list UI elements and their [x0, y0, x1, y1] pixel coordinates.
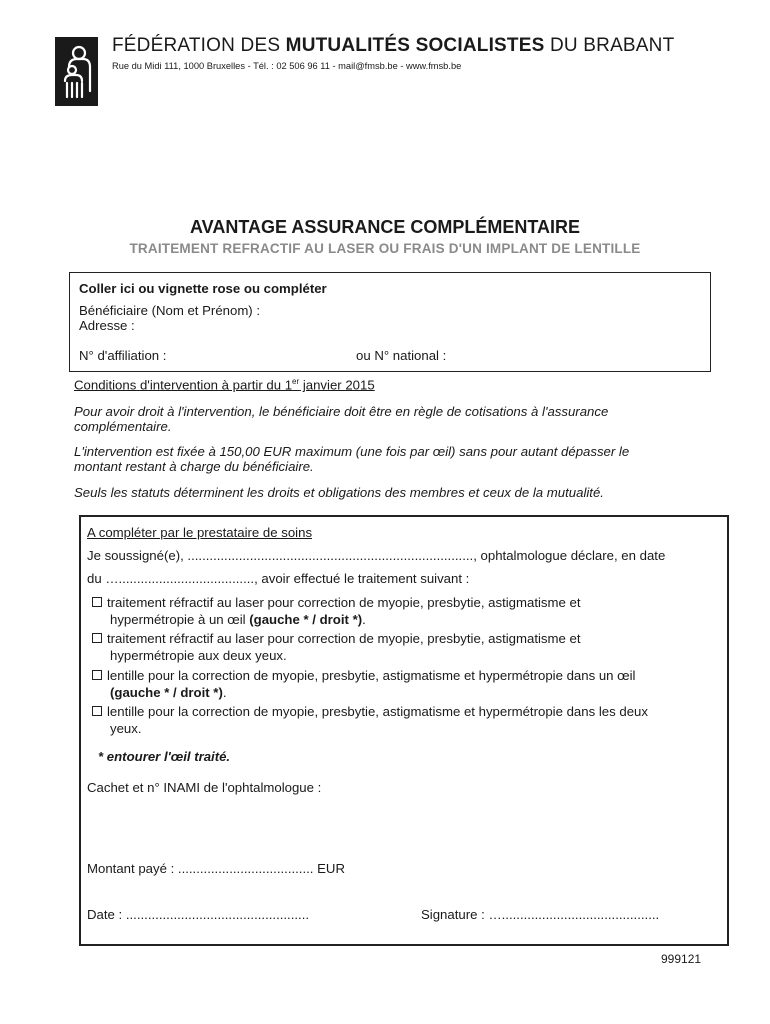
option-lens-both-eyes-line-2: yeux. — [110, 721, 142, 736]
option-laser-one-eye-end: . — [362, 612, 366, 627]
condition-paragraph-3: Seuls les statuts déterminent les droits et obligations des membres et ceux de la mutualité. — [74, 485, 604, 500]
conditions-heading-suffix: janvier 2015 — [299, 377, 375, 393]
declaration-line-2: du …....................................., avoir effectué le traitement suivant : — [87, 571, 470, 586]
checkbox-lens-both-eyes[interactable] — [92, 706, 102, 716]
org-name-suffix: DU BRABANT — [544, 35, 675, 56]
eye-note: * entourer l'œil traité. — [98, 749, 231, 764]
signature-field[interactable]: Signature : …........................................... — [421, 907, 660, 922]
affiliation-label: N° d'affiliation : — [79, 348, 167, 363]
form-code: 999121 — [661, 952, 702, 966]
option-laser-one-eye-line-1: traitement réfractif au laser pour correction de myopie, presbytie, astigmatisme et — [107, 595, 581, 610]
option-lens-one-eye[interactable] — [92, 667, 702, 701]
organization-address: Rue du Midi 111, 1000 Bruxelles - Tél. : 02 506 96 11 - mail@fmsb.be - www.fmsb.be — [112, 61, 462, 71]
option-laser-both-eyes-line-2: hypermétropie aux deux yeux. — [110, 648, 287, 663]
option-laser-one-eye-eye-choice: (gauche * / droit *) — [249, 612, 363, 627]
organization-name — [112, 35, 674, 57]
conditions-heading-prefix: Conditions d'intervention à partir du 1 — [74, 377, 293, 393]
option-laser-one-eye[interactable] — [92, 594, 702, 628]
amount-paid-field[interactable]: Montant payé : ..................................... EUR — [87, 861, 345, 876]
option-laser-both-eyes-line-1: traitement réfractif au laser pour correction de myopie, presbytie, astigmatisme et — [107, 631, 581, 646]
beneficiary-label: Bénéficiaire (Nom et Prénom) : — [79, 303, 261, 318]
federation-logo — [55, 37, 98, 106]
condition-paragraph-2-line-2: montant restant à charge du bénéficiaire. — [74, 459, 314, 474]
option-lens-both-eyes[interactable] — [92, 703, 702, 737]
family-icon — [55, 37, 98, 106]
identity-box-heading: Coller ici ou vignette rose ou compléter — [79, 281, 327, 296]
option-lens-both-eyes-line-1: lentille pour la correction de myopie, presbytie, astigmatisme et hypermétropie dans les deux — [107, 704, 648, 719]
checkbox-laser-one-eye[interactable] — [92, 597, 102, 607]
conditions-heading-sup: er — [292, 377, 300, 386]
org-name-prefix: FÉDÉRATION DES — [112, 35, 286, 56]
declaration-line-1: Je soussigné(e), .............................................................................., ophtalmologue déclare, en date — [87, 548, 666, 563]
option-laser-both-eyes[interactable] — [92, 630, 702, 664]
date-field[interactable]: Date : .................................................. — [87, 907, 310, 922]
condition-paragraph-2-line-1: L'intervention est fixée à 150,00 EUR maximum (une fois par œil) sans pour autant dépasser le — [74, 444, 630, 459]
stamp-label: Cachet et n° INAMI de l'ophtalmologue : — [87, 780, 322, 795]
option-lens-one-eye-eye-choice: (gauche * / droit *) — [110, 685, 223, 700]
checkbox-lens-one-eye[interactable] — [92, 670, 102, 680]
option-lens-one-eye-end: . — [222, 685, 227, 700]
form-title: AVANTAGE ASSURANCE COMPLÉMENTAIRE — [189, 217, 580, 237]
national-number-label: ou N° national : — [356, 348, 447, 363]
condition-paragraph-1-line-1: Pour avoir droit à l'intervention, le bénéficiaire doit être en règle de cotisations à l'assurance — [74, 404, 609, 419]
conditions-heading — [74, 377, 375, 392]
option-laser-one-eye-line-2: hypermétropie à un œil — [110, 612, 250, 627]
condition-paragraph-1-line-2: complémentaire. — [74, 419, 172, 434]
form-subtitle: TRAITEMENT REFRACTIF AU LASER OU FRAIS D'UN IMPLANT DE LENTILLE — [129, 241, 641, 256]
provider-box-heading: A compléter par le prestataire de soins — [87, 525, 313, 540]
checkbox-laser-both-eyes[interactable] — [92, 633, 102, 643]
org-name-bold: MUTUALITÉS SOCIALISTES — [285, 35, 545, 56]
address-label: Adresse : — [79, 318, 135, 333]
option-lens-one-eye-line-1: lentille pour la correction de myopie, presbytie, astigmatisme et hypermétropie dans un œil — [107, 668, 636, 683]
